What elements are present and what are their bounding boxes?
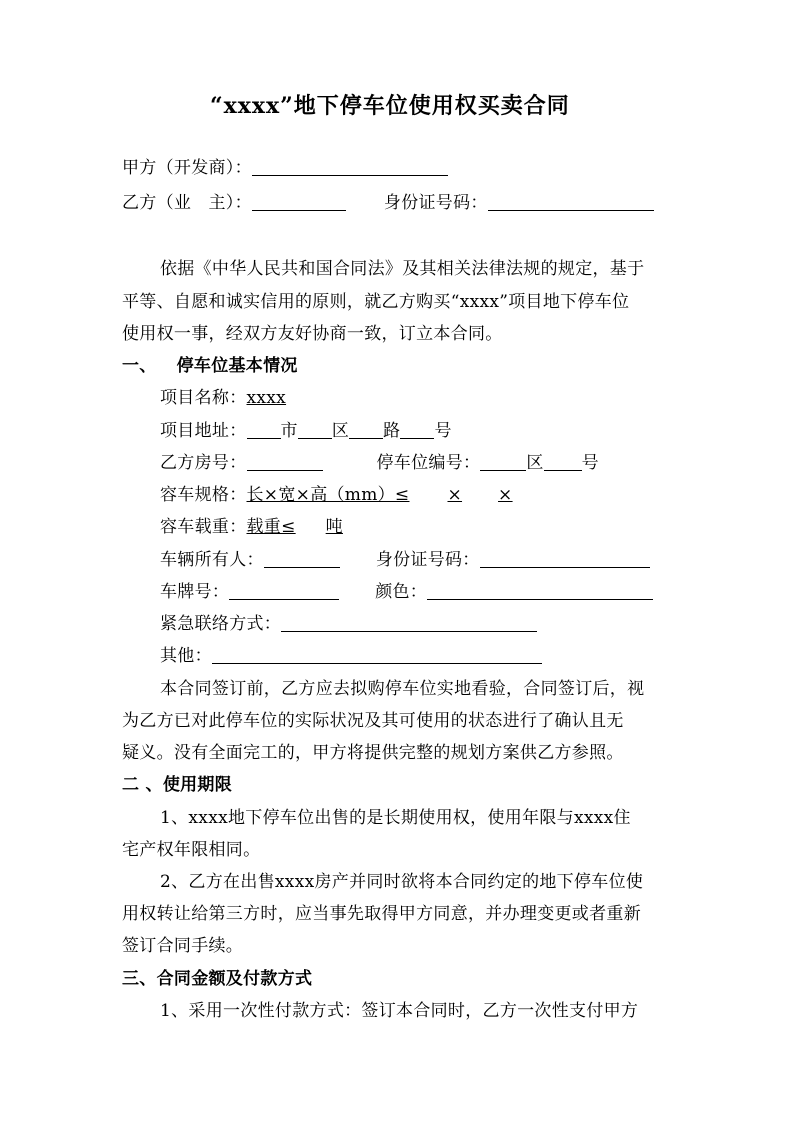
owner-label: 车辆所有人： (160, 550, 264, 570)
term-2-line: 2、乙方在出售xxxx房产并同时欲将本合同约定的地下停车位使 (160, 872, 644, 892)
address-number-blank[interactable] (400, 421, 434, 439)
spot-label: 停车位编号： (376, 453, 481, 473)
address-district-blank[interactable] (298, 421, 332, 439)
spec-label: 容车规格： (160, 485, 247, 505)
term-1-line: 1、xxxx地下停车位出售的是长期使用权，使用年限与xxxx住 (160, 808, 631, 828)
project-address-line (160, 420, 452, 442)
spot-number-blank[interactable] (544, 453, 582, 471)
payment-line: 1、采用一次性付款方式：签订本合同时，乙方一次性支付甲方 (160, 1001, 639, 1021)
plate-color-line (160, 581, 653, 603)
address-label: 项目地址： (160, 421, 247, 441)
intro-line: 使用权一事，经双方友好协商一致，订立本合同。 (122, 324, 503, 344)
party-b-label: 乙方（业 主）： (122, 193, 252, 213)
spec-line (160, 484, 553, 506)
inspect-line: 本合同签订前，乙方应去拟购停车位实地看验，合同签订后，视 (160, 679, 645, 699)
intro-line: 依据《中华人民共和国合同法》及其相关法律法规的规定，基于 (160, 259, 645, 279)
intro-line: 平等、自愿和诚实信用的原则，就乙方购买“xxxx”项目地下停车位 (122, 292, 630, 312)
party-a-blank[interactable] (252, 158, 448, 176)
inspect-line: 疑义。没有全面完工的，甲方将提供完整的规划方案供乙方参照。 (122, 743, 624, 763)
section-3-heading: 三、合同金额及付款方式 (122, 969, 313, 989)
room-blank[interactable] (247, 453, 323, 471)
party-b-id-label: 身份证号码： (383, 193, 488, 213)
address-district-text: 区 (331, 421, 350, 441)
address-number-text: 号 (434, 421, 452, 441)
owner-blank[interactable] (264, 550, 340, 568)
spec-value[interactable]: 长×宽×高（mm）≤ × × (246, 485, 513, 505)
party-a-line (122, 157, 448, 179)
other-label: 其他： (160, 646, 212, 666)
party-b-line (122, 192, 654, 214)
address-road-text: 路 (383, 421, 401, 441)
party-a-label: 甲方（开发商）： (122, 158, 252, 178)
contract-title: “xxxx”地下停车位使用权买卖合同 (210, 93, 570, 119)
spot-district-text: 区 (526, 453, 544, 473)
inspect-line: 为乙方已对此停车位的实际状况及其可使用的状态进行了确认且无 (122, 711, 624, 731)
load-label: 容车载重： (160, 517, 247, 537)
owner-id-label: 身份证号码： (375, 550, 480, 570)
project-name-label: 项目名称： (160, 388, 247, 408)
color-blank[interactable] (427, 582, 653, 600)
other-line (160, 645, 542, 667)
other-blank[interactable] (212, 646, 542, 664)
section-2-heading: 二 、使用期限 (122, 775, 233, 795)
party-b-id-blank[interactable] (488, 193, 654, 211)
room-label: 乙方房号： (160, 453, 247, 473)
section-1-number: 一、 (122, 356, 157, 376)
spot-district-blank[interactable] (480, 453, 526, 471)
contact-label: 紧急联络方式： (160, 614, 282, 634)
term-1-line: 宅产权年限相同。 (122, 840, 261, 860)
section-1-heading (122, 355, 298, 377)
address-city-text: 市 (280, 421, 298, 441)
address-road-blank[interactable] (349, 421, 383, 439)
project-name-line (160, 387, 286, 409)
load-line (160, 516, 343, 538)
project-name-value: xxxx (246, 388, 287, 408)
room-spot-line (160, 452, 599, 474)
contact-line (160, 613, 537, 635)
term-2-line: 用权转让给第三方时，应当事先取得甲方同意，并办理变更或者重新 (122, 904, 641, 924)
plate-blank[interactable] (229, 582, 339, 600)
address-city-blank[interactable] (247, 421, 281, 439)
contact-blank[interactable] (281, 614, 537, 632)
plate-label: 车牌号： (160, 582, 230, 602)
color-label: 颜色： (375, 582, 428, 602)
party-b-blank[interactable] (252, 193, 346, 211)
owner-line (160, 549, 650, 571)
spot-number-text: 号 (581, 453, 599, 473)
owner-id-blank[interactable] (480, 550, 650, 568)
load-value[interactable]: 载重≤ 吨 (246, 517, 343, 537)
term-2-line: 签订合同手续。 (122, 936, 244, 956)
section-1-title: 停车位基本情况 (176, 356, 298, 376)
